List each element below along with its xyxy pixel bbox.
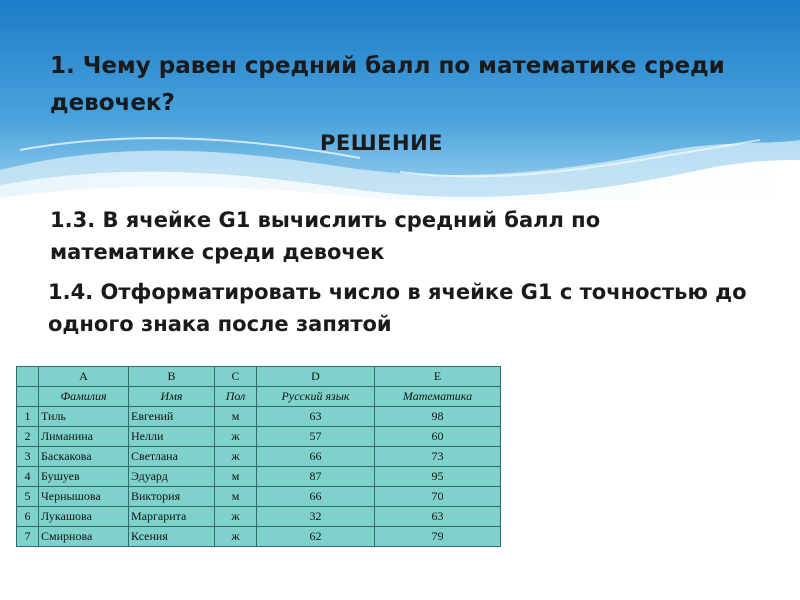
question-text: 1. Чему равен средний балл по математике среди девочек? — [50, 53, 725, 116]
field-header-row — [17, 387, 501, 407]
surname-cell[interactable]: Смирнова — [39, 527, 129, 547]
table-row — [17, 467, 501, 487]
table-row — [17, 407, 501, 427]
corner-cell[interactable] — [17, 367, 39, 387]
table-row — [17, 487, 501, 507]
math-score-cell[interactable]: 73 — [375, 447, 501, 467]
math-score-cell[interactable]: 79 — [375, 527, 501, 547]
row-number[interactable]: 4 — [17, 467, 39, 487]
table-row — [17, 427, 501, 447]
name-cell[interactable]: Виктория — [129, 487, 215, 507]
math-score-cell[interactable]: 98 — [375, 407, 501, 427]
field-header-math[interactable]: Математика — [375, 387, 501, 407]
step-1-4-text: 1.4. Отформатировать число в ячейке G1 с точностью до одного знака после запятой — [48, 280, 747, 336]
russian-score-cell[interactable]: 62 — [257, 527, 375, 547]
name-cell[interactable]: Евгений — [129, 407, 215, 427]
spreadsheet-table — [16, 366, 501, 547]
surname-cell[interactable]: Баскакова — [39, 447, 129, 467]
russian-score-cell[interactable]: 57 — [257, 427, 375, 447]
russian-score-cell[interactable]: 87 — [257, 467, 375, 487]
table-row — [17, 507, 501, 527]
field-header-surname[interactable]: Фамилия — [39, 387, 129, 407]
sex-cell[interactable]: м — [215, 467, 257, 487]
field-header-empty — [17, 387, 39, 407]
surname-cell[interactable]: Лукашова — [39, 507, 129, 527]
sex-cell[interactable]: ж — [215, 527, 257, 547]
math-score-cell[interactable]: 95 — [375, 467, 501, 487]
surname-cell[interactable]: Лиманина — [39, 427, 129, 447]
russian-score-cell[interactable]: 32 — [257, 507, 375, 527]
math-score-cell[interactable]: 70 — [375, 487, 501, 507]
surname-cell[interactable]: Тиль — [39, 407, 129, 427]
surname-cell[interactable]: Бушуев — [39, 467, 129, 487]
solution-heading: РЕШЕНИЕ — [320, 131, 444, 155]
column-header-a[interactable]: A — [39, 367, 129, 387]
sex-cell[interactable]: ж — [215, 447, 257, 467]
row-number[interactable]: 1 — [17, 407, 39, 427]
name-cell[interactable]: Светлана — [129, 447, 215, 467]
name-cell[interactable]: Нелли — [129, 427, 215, 447]
sex-cell[interactable]: м — [215, 407, 257, 427]
name-cell[interactable]: Эдуард — [129, 467, 215, 487]
row-number[interactable]: 2 — [17, 427, 39, 447]
table-row — [17, 527, 501, 547]
column-header-e[interactable]: E — [375, 367, 501, 387]
column-header-b[interactable]: B — [129, 367, 215, 387]
column-letter-row — [17, 367, 501, 387]
name-cell[interactable]: Ксения — [129, 527, 215, 547]
row-number[interactable]: 6 — [17, 507, 39, 527]
sex-cell[interactable]: м — [215, 487, 257, 507]
field-header-sex[interactable]: Пол — [215, 387, 257, 407]
row-number[interactable]: 7 — [17, 527, 39, 547]
row-number[interactable]: 3 — [17, 447, 39, 467]
name-cell[interactable]: Маргарита — [129, 507, 215, 527]
math-score-cell[interactable]: 63 — [375, 507, 501, 527]
sex-cell[interactable]: ж — [215, 427, 257, 447]
sex-cell[interactable]: ж — [215, 507, 257, 527]
field-header-russian[interactable]: Русский язык — [257, 387, 375, 407]
column-header-c[interactable]: C — [215, 367, 257, 387]
russian-score-cell[interactable]: 66 — [257, 487, 375, 507]
field-header-name[interactable]: Имя — [129, 387, 215, 407]
column-header-d[interactable]: D — [257, 367, 375, 387]
russian-score-cell[interactable]: 63 — [257, 407, 375, 427]
row-number[interactable]: 5 — [17, 487, 39, 507]
surname-cell[interactable]: Чернышова — [39, 487, 129, 507]
math-score-cell[interactable]: 60 — [375, 427, 501, 447]
step-1-3-text: 1.3. В ячейке G1 вычислить средний балл по математике среди девочек — [50, 208, 601, 264]
table-row — [17, 447, 501, 467]
russian-score-cell[interactable]: 66 — [257, 447, 375, 467]
